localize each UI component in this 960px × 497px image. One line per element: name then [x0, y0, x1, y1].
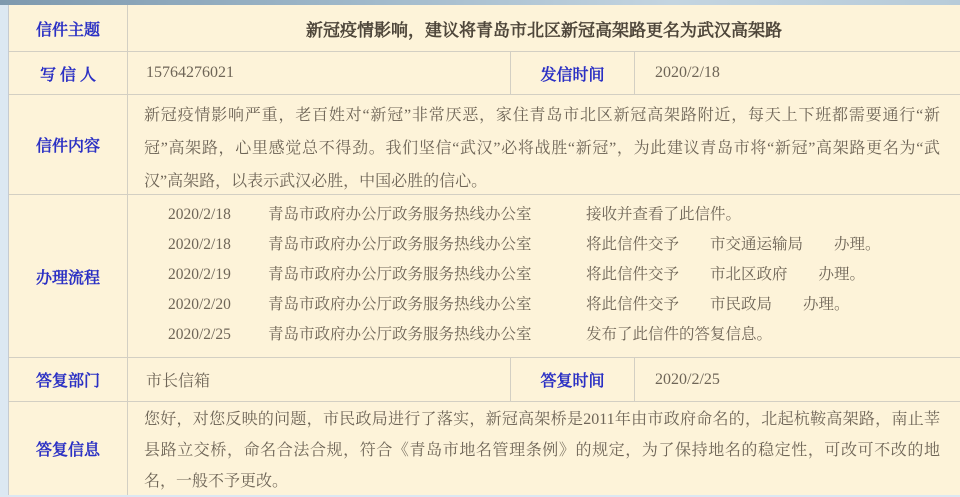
- reply-dept-label: 答复部门: [9, 358, 128, 401]
- content-label: 信件内容: [9, 95, 128, 194]
- process-step: [128, 290, 960, 320]
- process-step: [128, 320, 960, 350]
- writer-label: 写 信 人: [9, 52, 128, 94]
- subject-row: [9, 5, 960, 52]
- step-date: 2020/2/18: [168, 206, 231, 223]
- step-date: 2020/2/19: [168, 266, 231, 283]
- process-step: [128, 230, 960, 260]
- step-org: 青岛市政府办公厅政务服务热线办公室: [268, 236, 532, 253]
- step-date: 2020/2/18: [168, 236, 231, 253]
- step-action: 将此信件交予 市北区政府 办理。: [586, 266, 866, 283]
- reply-info-cell: [128, 402, 960, 495]
- process-steps: [128, 195, 960, 357]
- send-time-label: 发信时间: [510, 52, 635, 94]
- step-action: 接收并查看了此信件。: [586, 206, 742, 223]
- reply-info-row: [9, 402, 960, 495]
- writer-row: [9, 52, 960, 95]
- reply-time-value: 2020/2/25: [655, 370, 720, 388]
- writer-phone: 15764276021: [146, 64, 234, 81]
- step-date: 2020/2/20: [168, 296, 231, 313]
- step-date: 2020/2/25: [168, 326, 231, 343]
- process-label: 办理流程: [9, 195, 128, 357]
- step-action: 发布了此信件的答复信息。: [586, 326, 773, 343]
- process-row: [9, 195, 960, 358]
- step-action: 将此信件交予 市交通运输局 办理。: [586, 236, 881, 253]
- reply-dept-row: [9, 358, 960, 402]
- step-org: 青岛市政府办公厅政务服务热线办公室: [268, 326, 532, 343]
- reply-info-label: 答复信息: [9, 402, 128, 495]
- step-action: 将此信件交予 市民政局 办理。: [586, 296, 850, 313]
- process-step: [128, 200, 960, 230]
- content-cell: [128, 95, 960, 194]
- content-text: 新冠疫情影响严重，老百姓对“新冠”非常厌恶，家住青岛市北区新冠高架路附近，每天上下班都需要通行“新冠”高架路，心里感觉总不得劲。我们坚信“武汉”必将战胜“新冠”，为此建议青岛市将“新冠”高架路更名为“武汉”高架路，以表示武汉必胜，中国必胜的信心。: [144, 107, 940, 190]
- step-org: 青岛市政府办公厅政务服务热线办公室: [268, 206, 532, 223]
- step-org: 青岛市政府办公厅政务服务热线办公室: [268, 266, 532, 283]
- content-row: [9, 95, 960, 195]
- subject-label: 信件主题: [9, 5, 128, 51]
- step-org: 青岛市政府办公厅政务服务热线办公室: [268, 296, 532, 313]
- reply-info-text: 您好，对您反映的问题，市民政局进行了落实，新冠高架桥是2011年由市政府命名的，北起杭鞍高架路，南止莘县路立交桥，命名合法合规，符合《青岛市地名管理条例》的规定，为了保持地名的稳定性，可改可不改的地名，一般不予更改。: [144, 411, 940, 490]
- send-time-value: 2020/2/18: [655, 64, 720, 81]
- reply-time-label: 答复时间: [510, 358, 635, 401]
- subject-value: 新冠疫情影响，建议将青岛市北区新冠高架路更名为武汉高架路: [306, 20, 782, 40]
- letter-detail-table: [8, 5, 960, 495]
- process-step: [128, 260, 960, 290]
- reply-dept-value: 市长信箱: [146, 373, 211, 390]
